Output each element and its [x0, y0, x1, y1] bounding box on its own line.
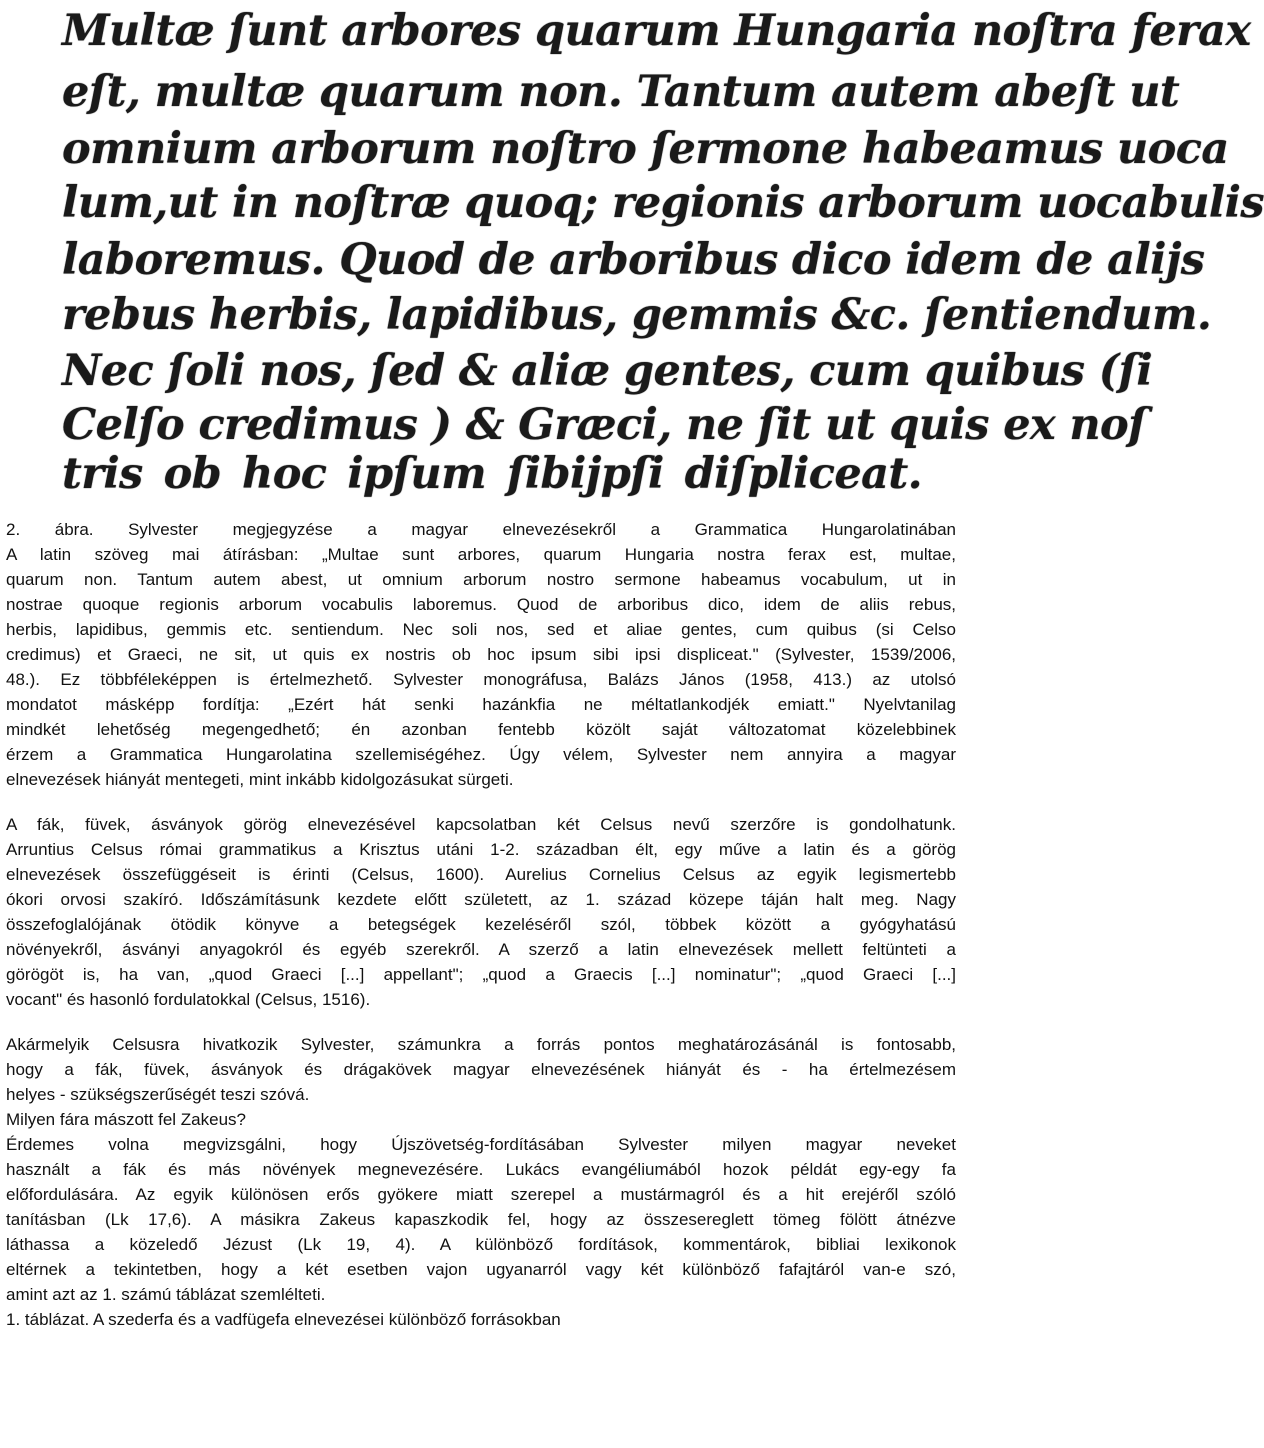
text-line: vocant" és hasonló fordulatokkal (Celsus, 1516). [6, 990, 371, 1009]
text-line: mindkét lehetőség megengedhető; én azonban fentebb közölt saját változatomat közelebbinek [6, 720, 956, 739]
section-heading: Milyen fára mászott fel Zakeus? [6, 1110, 246, 1129]
text-line: nostrae quoque regionis arborum vocabulis laboremus. Quod de arboribus dico, idem de aliis rebus, [6, 595, 956, 614]
scan-line-1: Multæ ſunt arbores quarum Hungaria noſtra ferax [62, 6, 1251, 56]
text-line: helyes - szükségszerűségét teszi szóvá. [6, 1085, 310, 1104]
text-line: eltérnek a tekintetben, hogy a két esetben vajon ugyanarról vagy két különböző fafajtáról van-e szó, [6, 1260, 956, 1279]
text-line: hogy a fák, füvek, ásványok és drágakövek magyar elnevezésének hiányát és - ha értelmezésem [6, 1060, 956, 1079]
text-line: ókori orvosi szakíró. Időszámításunk kezdete előtt született, az 1. század közepe táján halt meg. Nagy [6, 890, 956, 909]
text-line: mondatot másképp fordítja: „Ezért hát senki hazánkfia ne méltatlankodjék emiatt." Nyelvtanilag [6, 695, 956, 714]
text-line: összefoglalójának ötödik könyve a betegségek kezeléséről szól, többek között a gyógyhatású [6, 915, 956, 934]
table-caption: 1. táblázat. A szederfa és a vadfügefa elnevezései különböző forrásokban [6, 1310, 561, 1329]
text-line: tanításban (Lk 17,6). A másikra Zakeus kapaszkodik fel, hogy az összesereglett tömeg fölött átnézve [6, 1210, 956, 1229]
scan-line-7: Nec ſoli nos, ſed & aliæ gentes, cum quibus (ſi [62, 346, 1153, 396]
text-line: 2. ábra. Sylvester megjegyzése a magyar elnevezésekről a Grammatica Hungarolatinában [6, 520, 956, 539]
scan-line-5: laboremus. Quod de arboribus dico idem de alijs [62, 235, 1205, 285]
text-line: A fák, füvek, ásványok görög elnevezésével kapcsolatban két Celsus nevű szerzőre is gondolhatunk. [6, 815, 956, 834]
celsus-paragraph [6, 812, 956, 1012]
text-line: görögöt is, ha van, „quod Graeci [...] appellant"; „quod a Graecis [...] nominatur"; „quod Graeci [...] [6, 965, 956, 984]
text-line: növényekről, ásványi anyagokról és egyéb szerekről. A szerző a latin elnevezések mellett feltünteti a [6, 940, 956, 959]
figure-caption-paragraph [6, 517, 956, 792]
scan-line-6: rebus herbis, lapidibus, gemmis &c. ſentiendum. [62, 290, 1212, 340]
scan-line-9: tris ob hoc ipſum ſibijpſi diſpliceat. [62, 449, 922, 499]
text-line: quarum non. Tantum autem abest, ut omnium arborum nostro sermone habeamus vocabulum, ut in [6, 570, 956, 589]
text-line: láthassa a közeledő Jézust (Lk 19, 4). A különböző fordítások, kommentárok, bibliai lexikonok [6, 1235, 956, 1254]
text-line: használt a fák és más növények megnevezésére. Lukács evangéliumából hozok példát egy-egy fa [6, 1160, 956, 1179]
text-line: Érdemes volna megvizsgálni, hogy Újszövetség-fordításában Sylvester milyen magyar neveket [6, 1135, 956, 1154]
text-line: elnevezések összefüggéseit is érinti (Celsus, 1600). Aurelius Cornelius Celsus az egyik legismertebb [6, 865, 956, 884]
text-line: érzem a Grammatica Hungarolatina szellemiségéhez. Úgy vélem, Sylvester nem annyira a magyar [6, 745, 956, 764]
scan-line-2: eſt, multæ quarum non. Tantum autem abeſt ut [62, 67, 1180, 117]
scan-line-4: lum,ut in noſtræ quoq; regionis arborum uocabulis [62, 178, 1264, 228]
scan-line-8: Celſo credimus ) & Græci, ne ſit ut quis ex noſ [62, 400, 1147, 450]
scan-line-3: omnium arborum noſtro ſermone habeamus uoca [62, 124, 1229, 174]
scanned-latin-text-image [0, 0, 1264, 512]
text-line: előfordulására. Az egyik különösen erős gyökere miatt szerepel a mustármagról és a hit erejéről szóló [6, 1185, 956, 1204]
text-line: herbis, lapidibus, gemmis etc. sentiendum. Nec soli nos, sed et aliae gentes, cum quibus (si Celso [6, 620, 956, 639]
zakeus-paragraph [6, 1032, 956, 1332]
text-line: 48.). Ez többféleképpen is értelmezhető. Sylvester monográfusa, Balázs János (1958, 413.) az utolsó [6, 670, 956, 689]
text-line: elnevezések hiányát mentegeti, mint inkább kidolgozásukat sürgeti. [6, 770, 514, 789]
text-line: amint azt az 1. számú táblázat szemlélteti. [6, 1285, 326, 1304]
text-line: A latin szöveg mai átírásban: „Multae sunt arbores, quarum Hungaria nostra ferax est, multae, [6, 545, 956, 564]
text-line: Arruntius Celsus római grammatikus a Krisztus utáni 1-2. században élt, egy műve a latin és a görög [6, 840, 956, 859]
text-line: credimus) et Graeci, ne sit, ut quis ex nostris ob hoc ipsum sibi ipsi displiceat." (Sylvester, 1539/2006, [6, 645, 956, 664]
document-body [6, 517, 956, 1332]
text-line: Akármelyik Celsusra hivatkozik Sylvester, számunkra a forrás pontos meghatározásánál is fontosabb, [6, 1035, 956, 1054]
